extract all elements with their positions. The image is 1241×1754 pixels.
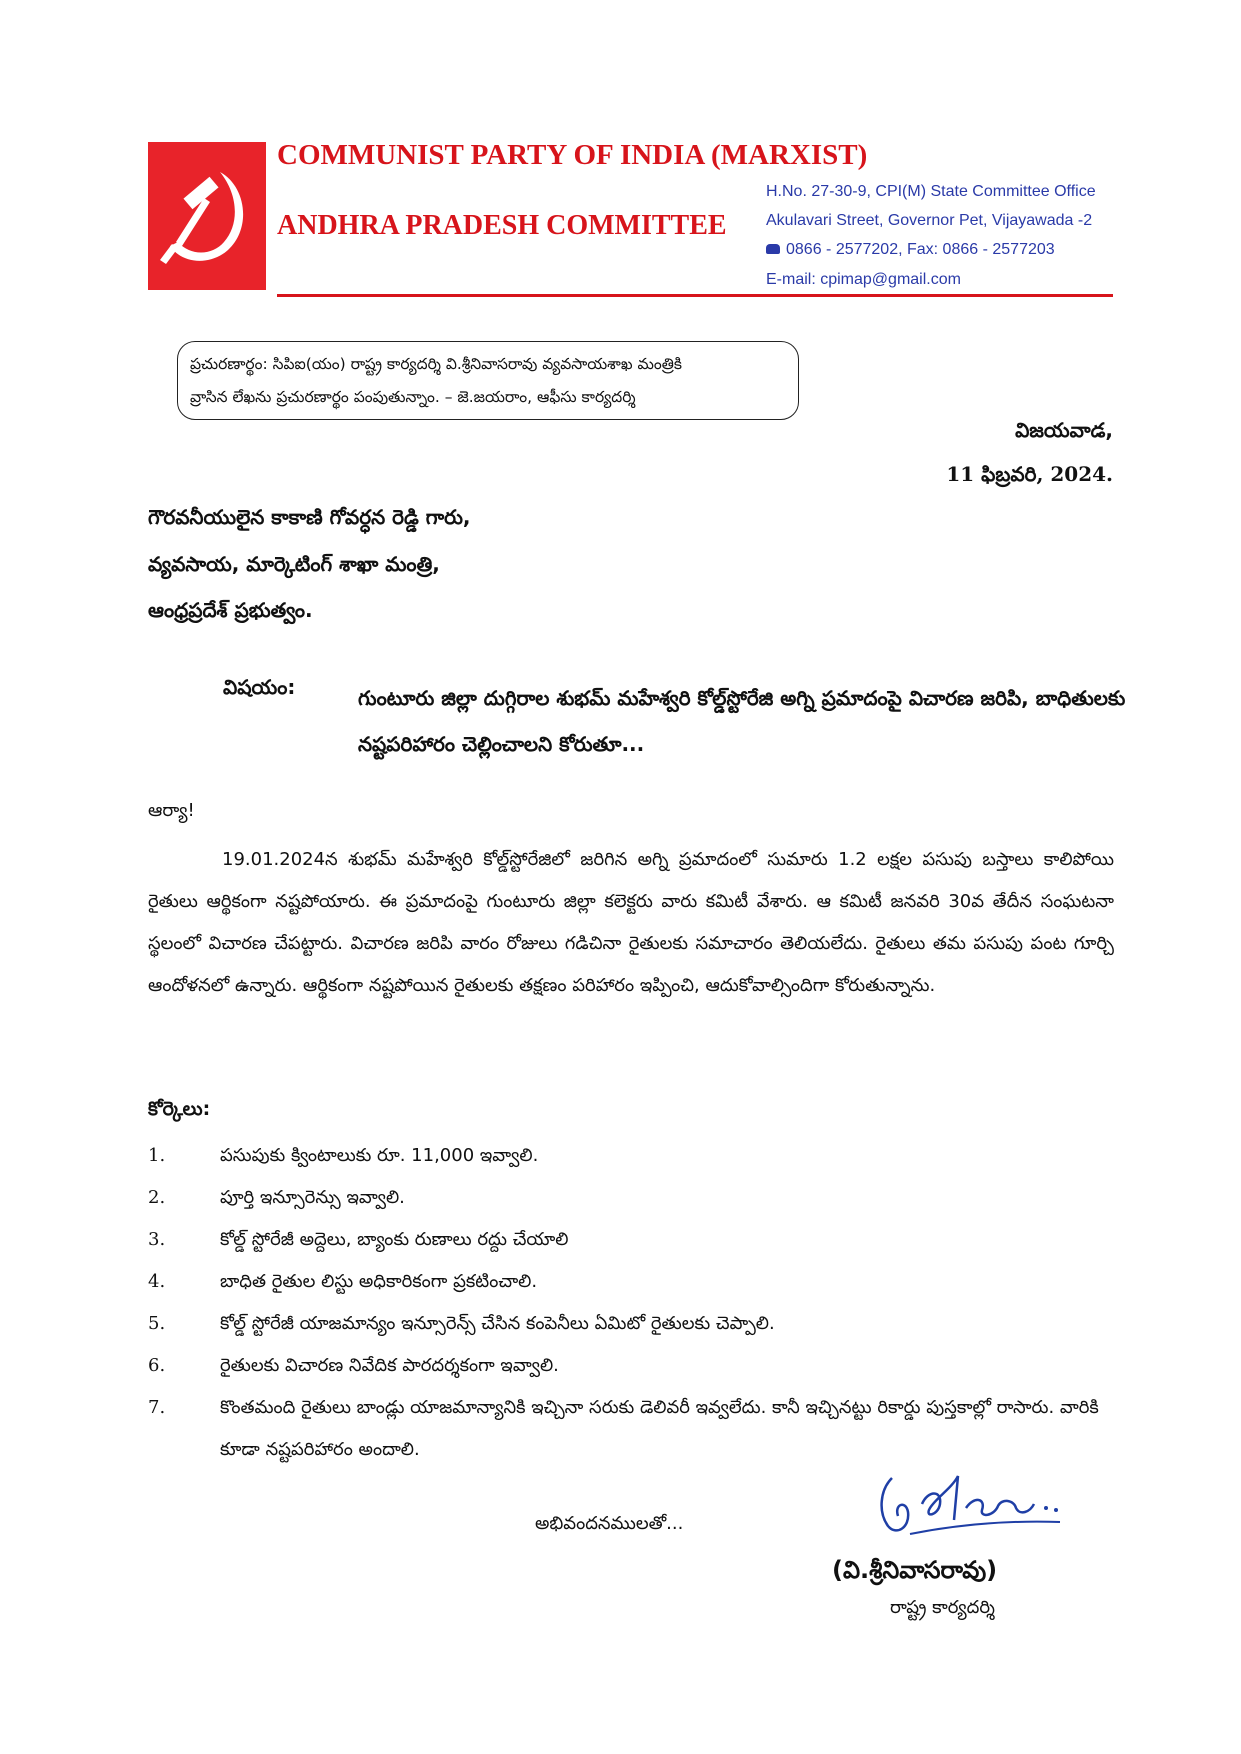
salutation: ఆర్యా!	[148, 800, 195, 821]
signatory-name: (వి.శ్రీనివాసరావు)	[832, 1556, 998, 1584]
phone-icon	[766, 244, 780, 254]
phone-fax-text: 0866 - 2577202, Fax: 0866 - 2577203	[786, 241, 1055, 258]
demand-item	[148, 1219, 1128, 1261]
address-line-2: Akulavari Street, Governor Pet, Vijayawada -2	[766, 212, 1093, 229]
letterhead-divider	[277, 294, 1113, 297]
demand-text: కోల్డ్ స్టోరేజీ యాజమాన్యం ఇన్సూరెన్స్ చేసిన కంపెనీలు ఏమిటో రైతులకు చెప్పాలి.	[220, 1313, 775, 1334]
subject-text: గుంటూరు జిల్లా దుగ్గిరాల శుభమ్ మహేశ్వరి కోల్డ్‌స్టోరేజి అగ్ని ప్రమాదంపై విచారణ జరిపి, బాధితులకు నష్టపరిహారం చెల్లించాలని కోరుతూ...	[358, 686, 1126, 756]
demand-text: బాధిత రైతుల లిస్టు అధికారికంగా ప్రకటించాలి.	[220, 1271, 538, 1292]
demands-title: కోర్కెలు:	[148, 1098, 211, 1120]
demand-item	[148, 1387, 1128, 1471]
demand-text: కొంతమంది రైతులు బాండ్లు యాజమాన్యానికి ఇచ్చినా సరుకు డెలివరీ ఇవ్వలేదు. కానీ ఇచ్చినట్టు రికార్డు పుస్తకాల్లో రాసారు. వారికి కూడా నష్టపరిహారం అందాలి.	[220, 1397, 1099, 1460]
signatory-title: రాష్ట్ర కార్యదర్శి	[890, 1597, 995, 1618]
demand-text: కోల్డ్ స్టోరేజీ అద్దెలు, బ్యాంకు రుణాలు రద్దు చేయాలి	[220, 1229, 569, 1250]
demand-text: రైతులకు విచారణ నివేదిక పారదర్శకంగా ఇవ్వాలి.	[220, 1355, 559, 1376]
demand-number: 1.	[148, 1145, 166, 1166]
committee-name: ANDHRA PRADESH COMMITTEE	[277, 210, 727, 241]
demand-number: 3.	[148, 1229, 166, 1250]
demand-number: 7.	[148, 1397, 166, 1418]
demand-item	[148, 1345, 1128, 1387]
demand-number: 6.	[148, 1355, 166, 1376]
address-line-1: H.No. 27-30-9, CPI(M) State Committee Office	[766, 183, 1096, 200]
demand-number: 4.	[148, 1271, 166, 1292]
handwritten-signature	[870, 1468, 1070, 1540]
demand-item	[148, 1261, 1128, 1303]
demand-item	[148, 1177, 1128, 1219]
demand-text: పసుపుకు క్వింటాలుకు రూ. 11,000 ఇవ్వాలి.	[220, 1145, 539, 1166]
letter-place: విజయవాడ,	[1015, 418, 1113, 442]
phone-fax-line	[766, 241, 1055, 259]
email-line: E-mail: cpimap@gmail.com	[766, 271, 961, 288]
recipient-line-1: గౌరవనీయులైన కాకాణి గోవర్ధన రెడ్డి గారు,	[148, 505, 471, 529]
letter-date: 11 ఫిబ్రవరి, 2024.	[946, 462, 1113, 486]
body-paragraph: 19.01.2024న శుభమ్ మహేశ్వరి కోల్డ్‌స్టోరేజిలో జరిగిన అగ్ని ప్రమాదంలో సుమారు 1.2 లక్షల పసుపు బస్తాలు కాలిపోయి రైతులు ఆర్థికంగా నష్టపోయారు. ఈ ప్రమాదంపై గుంటూరు జిల్లా కలెక్టరు వారు కమిటీ వేశారు. ఆ కమిటీ జనవరి 30వ తేదీన సంఘటనా స్థలంలో విచారణ చేపట్టారు. విచారణ జరిపి వారం రోజులు గడిచినా రైతులకు సమాచారం తెలియలేదు. రైతులు తమ పసుపు పంట గూర్చి ఆందోళనలో ఉన్నారు. ఆర్థికంగా నష్టపోయిన రైతులకు తక్షణం పరిహారం ఇప్పించి, ఆదుకోవాల్సిందిగా కోరుతున్నాను.	[148, 849, 1114, 996]
hammer-sickle-icon	[148, 142, 266, 290]
demand-item	[148, 1135, 1128, 1177]
demand-item	[148, 1303, 1128, 1345]
subject-label: విషయం:	[223, 675, 296, 699]
org-name: COMMUNIST PARTY OF INDIA (MARXIST)	[277, 139, 868, 171]
demand-number: 2.	[148, 1187, 166, 1208]
press-note-line-2: వ్రాసిన లేఖను ప్రచురణార్థం పంపుతున్నాం. – జె.జయరాం, ఆఫీసు కార్యదర్శి	[190, 388, 636, 406]
recipient-line-3: ఆంధ్రప్రదేశ్ ప్రభుత్వం.	[148, 598, 313, 622]
press-note-box	[177, 341, 799, 420]
demand-text: పూర్తి ఇన్సూరెన్సు ఇవ్వాలి.	[220, 1187, 405, 1208]
party-logo	[148, 142, 266, 290]
closing-greeting: అభివందనములతో...	[535, 1513, 684, 1534]
demand-number: 5.	[148, 1313, 166, 1334]
press-note-line-1: ప్రచురణార్థం: సిపిఐ(యం) రాష్ట్ర కార్యదర్శి వి.శ్రీనివాసరావు వ్యవసాయశాఖ మంత్రికి	[190, 355, 682, 373]
recipient-line-2: వ్యవసాయ, మార్కెటింగ్ శాఖా మంత్రి,	[148, 552, 440, 576]
